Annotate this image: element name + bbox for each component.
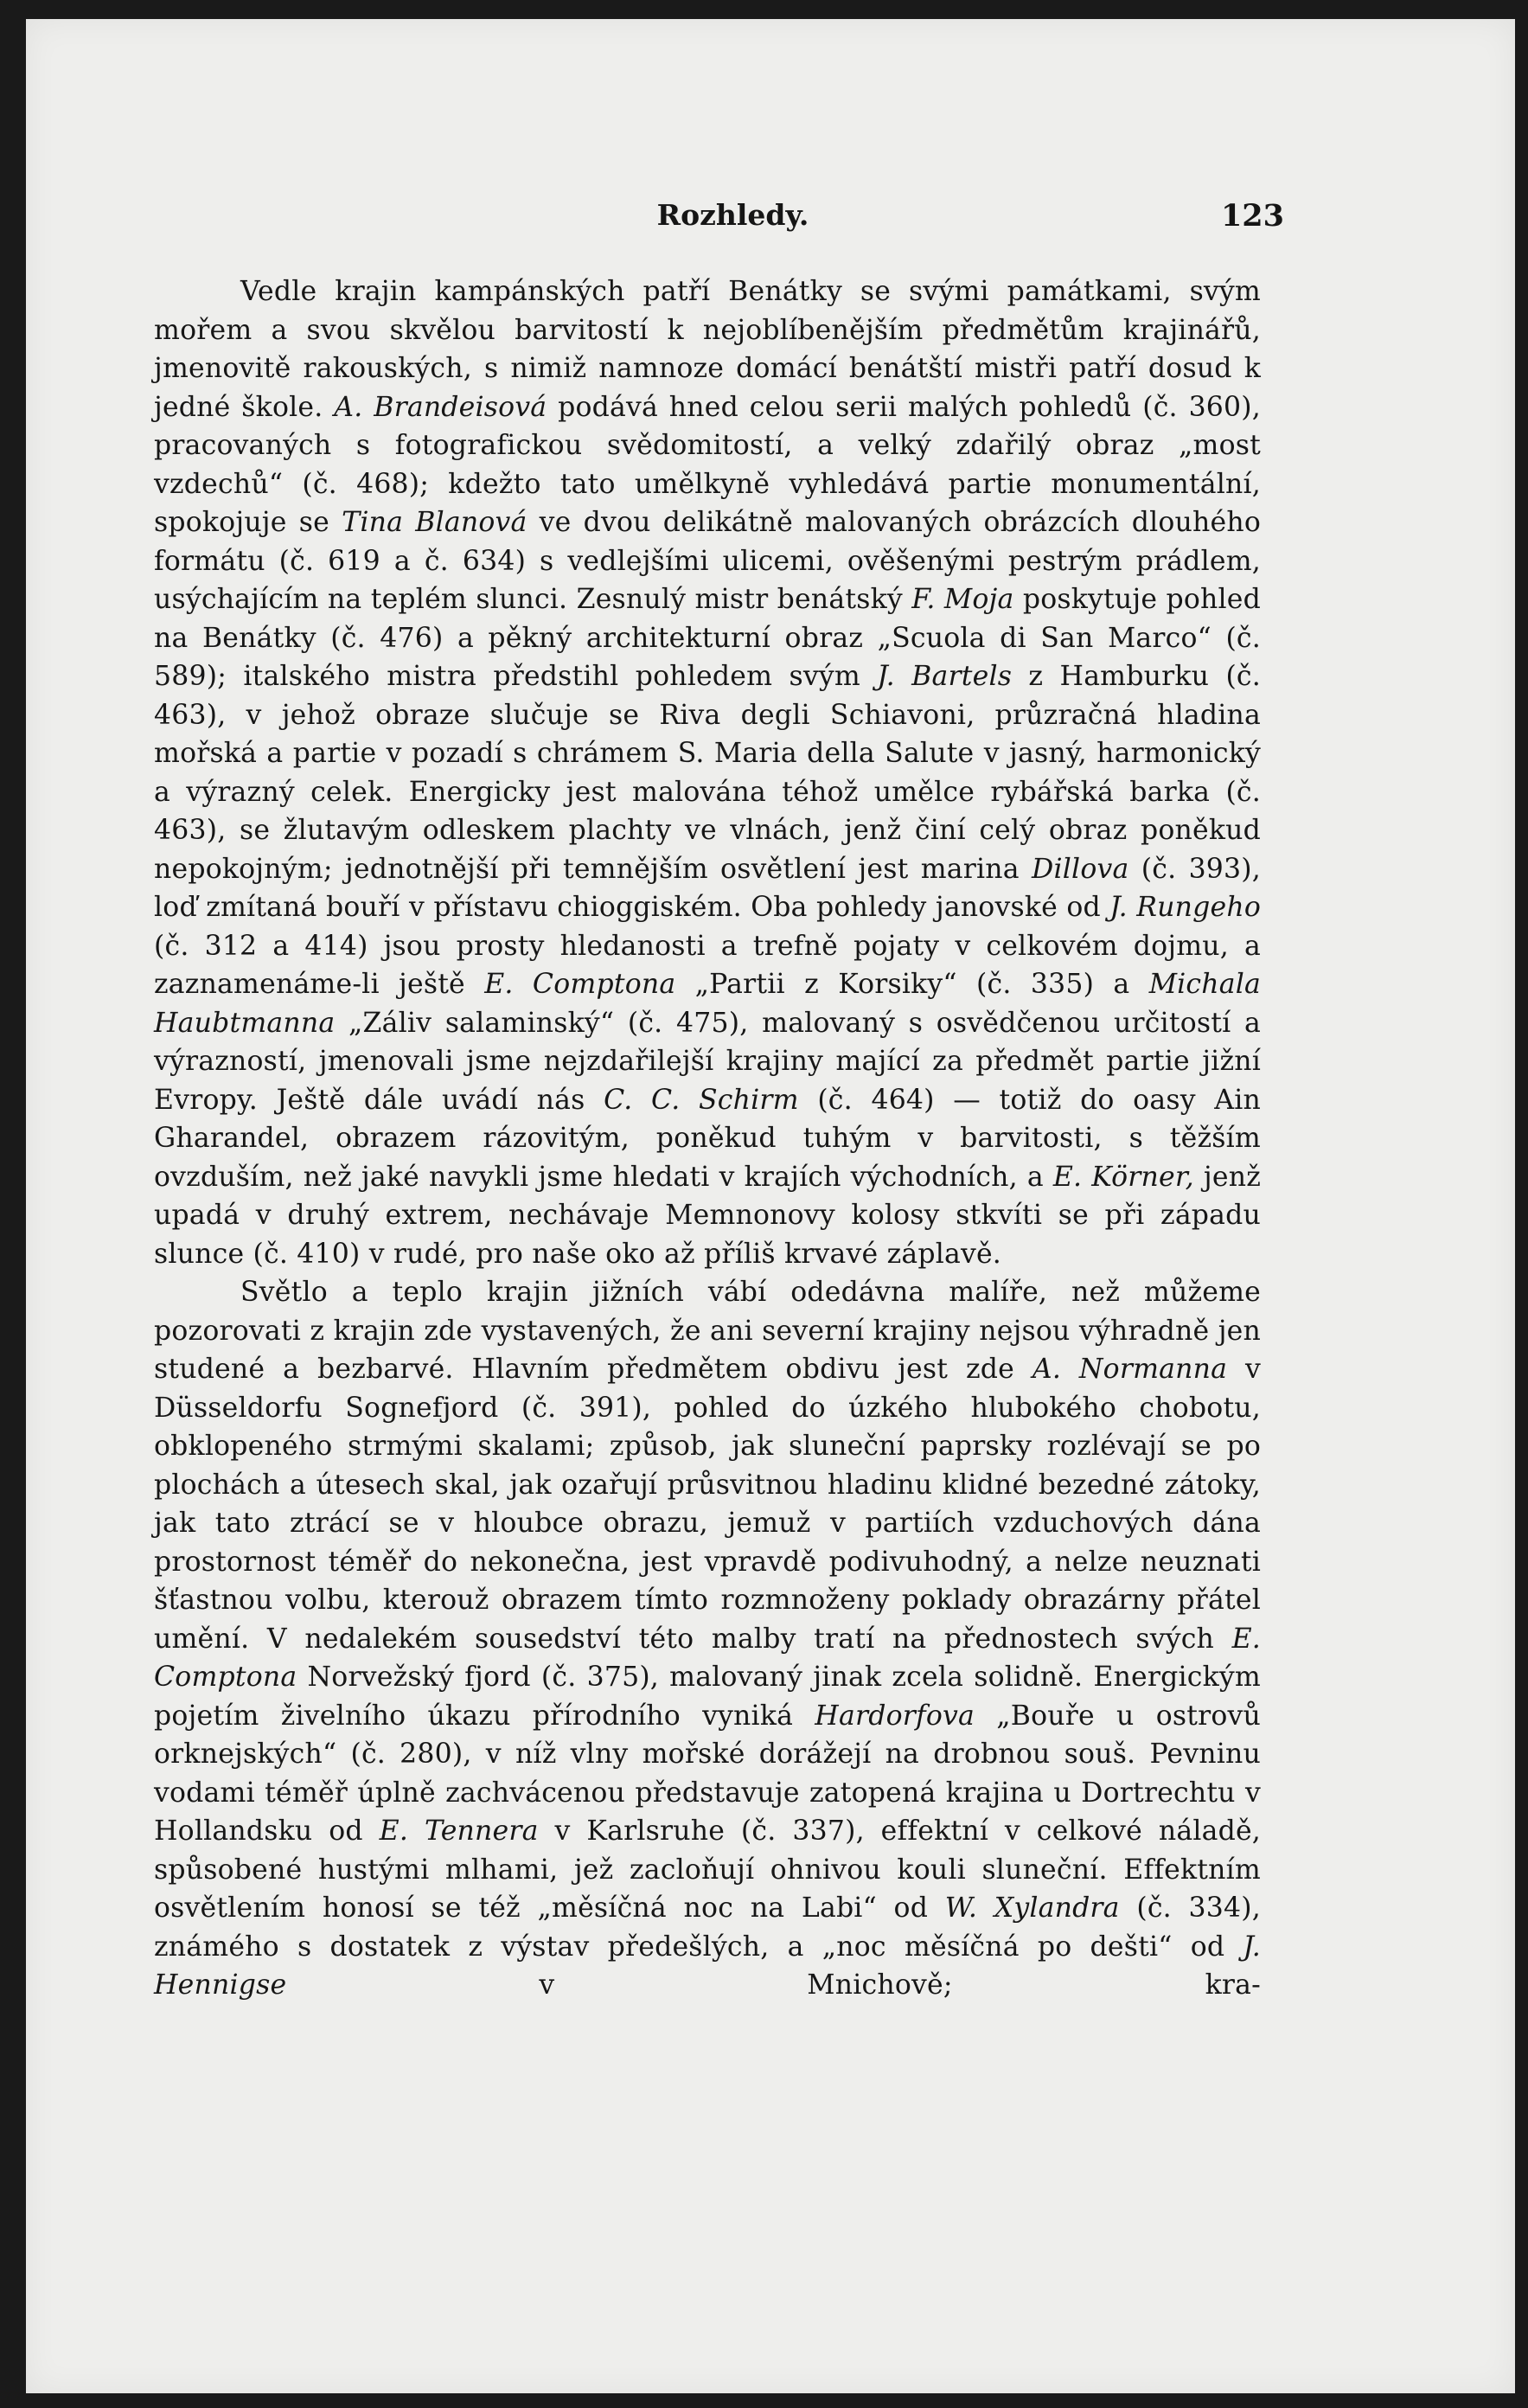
- text-run: (č. 334), známého s dostatek z výstav předešlých, a „noc měsíčná po dešti“ od: [154, 1892, 1261, 1963]
- artist-name: F. Moja: [911, 584, 1014, 615]
- text-run: podává hned celou serii malých pohledů (č. 360), pracovaných s fotografickou svědomitostí, a velký zdařilý obraz „most vzdechů“ (č. 468); kdežto tato umělkyně vyhledává partie monumentální, spokojuje se: [154, 391, 1261, 538]
- page-number: 123: [1220, 198, 1284, 234]
- text-run: „Záliv salaminský“ (č. 475), malovaný s osvědčenou určitostí a výrazností, jmenovali jsme nejzdařilejší krajiny mající za předmět partie jižní Evropy. Ještě dále uvádí nás: [154, 1007, 1261, 1116]
- book-page: [26, 19, 1515, 2393]
- text-run: jenž upadá v druhý extrem, nechávaje Memnonovy kolosy stkvíti se při západu slunce (č. 410) v rudé, pro naše oko až příliš krvavé záplavě.: [154, 1161, 1261, 1270]
- artist-name: A. Normanna: [1032, 1354, 1228, 1385]
- artist-name: W. Xylandra: [944, 1892, 1120, 1924]
- text-run: Norvežský fjord (č. 375), malovaný jinak zcela solidně. Energickým pojetím živelního úkazu přírodního vyniká: [154, 1662, 1261, 1732]
- text-run: v Mnichově; kra-: [286, 1969, 1261, 2001]
- paragraph-2: [154, 1273, 1261, 2005]
- text-run: v Düsseldorfu Sognefjord (č. 391), pohled do úzkého hlubokého chobotu, obklopeného strmými skalami; způsob, jak sluneční paprsky rozlévají se po plochách a útesech skal, jak ozařují průsvitnou hladinu klidné bezedné zátoky, jak tato ztrácí se v hloubce obrazu, jemuž v partiích vzduchových dána prostornost téměř do nekonečna, jest vpravdě podivuhodný, a nelze neuznati šťastnou volbu, kterouž obrazem tímto rozmnoženy poklady obrazárny přátel umění. V nedalekém sousedství této malby tratí na přednostech svých: [154, 1354, 1261, 1655]
- text-run: Vedle krajin kampánských patří Benátky se svými památkami, svým mořem a svou skvělou barvitostí k nejoblíbenějším předmětům krajinářů, jmenovitě rakouských, s nimiž namnoze domácí benátští mistři patří dosud k jedné škole.: [154, 276, 1261, 423]
- text-run: „Bouře u ostrovů orknejských“ (č. 280), v níž vlny mořské dorážejí na drobnou souš. Pevninu vodami téměř úplně zachvácenou představuje zatopená krajina u Dortrechtu v Hollandsku od: [154, 1700, 1261, 1847]
- body-text: [154, 272, 1261, 2005]
- text-run: v Karlsruhe (č. 337), effektní v celkové náladě, spůsobené hustými mlhami, jež zacloňují ohnivou kouli sluneční. Effektním osvětlením honosí se též „měsíčná noc na Labi“ od: [154, 1816, 1262, 1924]
- text-run: (č. 464) — totiž do oasy Ain Gharandel, obrazem rázovitým, poněkud tuhým v barvitosti, s těžším ovzduším, než jaké navykli jsme hledati v krajích východních, a: [154, 1084, 1261, 1193]
- artist-name: Dillova: [1032, 853, 1129, 885]
- artist-name: E. Tennera: [379, 1816, 539, 1847]
- text-run: poskytuje pohled na Benátky (č. 476) a pěkný architekturní obraz „Scuola di San Marco“ (č. 589); italského mistra předstihl pohledem svým: [154, 584, 1261, 692]
- artist-name: J. Rungeho: [1109, 892, 1261, 923]
- artist-name: E. Körner,: [1052, 1161, 1194, 1193]
- text-run: Světlo a teplo krajin jižních vábí odedávna malíře, než můžeme pozorovati z krajin zde vystavených, že ani severní krajiny nejsou výhradně jen studené a bezbarvé. Hlavním předmětem obdivu jest zde: [154, 1277, 1261, 1385]
- artist-name: E. Comptona: [154, 1623, 1261, 1693]
- running-title: Rozhledy.: [656, 198, 809, 232]
- artist-name: A. Brandeisová: [334, 391, 547, 423]
- paragraph-1: [154, 272, 1261, 1273]
- text-run: „Partii z Korsiky“ (č. 335) a: [675, 969, 1149, 1000]
- artist-name: E. Comptona: [484, 969, 676, 1000]
- text-run: (č. 312 a 414) jsou prosty hledanosti a trefně pojaty v celkovém dojmu, a zaznamenáme-li ještě: [154, 930, 1261, 1000]
- text-run: ve dvou delikátně malovaných obrázcích dlouhého formátu (č. 619 a č. 634) s vedlejšími ulicemi, ověšenými pestrým prádlem, usýchajícím na teplém slunci. Zesnulý mistr benátský: [154, 507, 1261, 615]
- artist-name: J. Bartels: [877, 661, 1013, 692]
- page-header: [182, 198, 1284, 240]
- artist-name: Michala Haubtmanna: [154, 969, 1261, 1039]
- artist-name: C. C. Schirm: [604, 1084, 799, 1116]
- text-run: (č. 393), loď zmítaná bouří v přístavu chioggiském. Oba pohledy janovské od: [154, 853, 1261, 923]
- text-run: z Hamburku (č. 463), v jehož obraze slučuje se Riva degli Schiavoni, průzračná hladina mořská a partie v pozadí s chrámem S. Maria della Salute v jasný, harmonický a výrazný celek. Energicky jest malována téhož umělce rybářská barka (č. 463), se žlutavým odleskem plachty ve vlnách, jenž činí celý obraz poněkud nepokojným; jednotnější při temnějším osvětlení jest marina: [154, 661, 1261, 885]
- artist-name: Tina Blanová: [342, 507, 527, 538]
- artist-name: Hardorfova: [815, 1700, 975, 1732]
- artist-name: J. Hennigse: [154, 1931, 1261, 2001]
